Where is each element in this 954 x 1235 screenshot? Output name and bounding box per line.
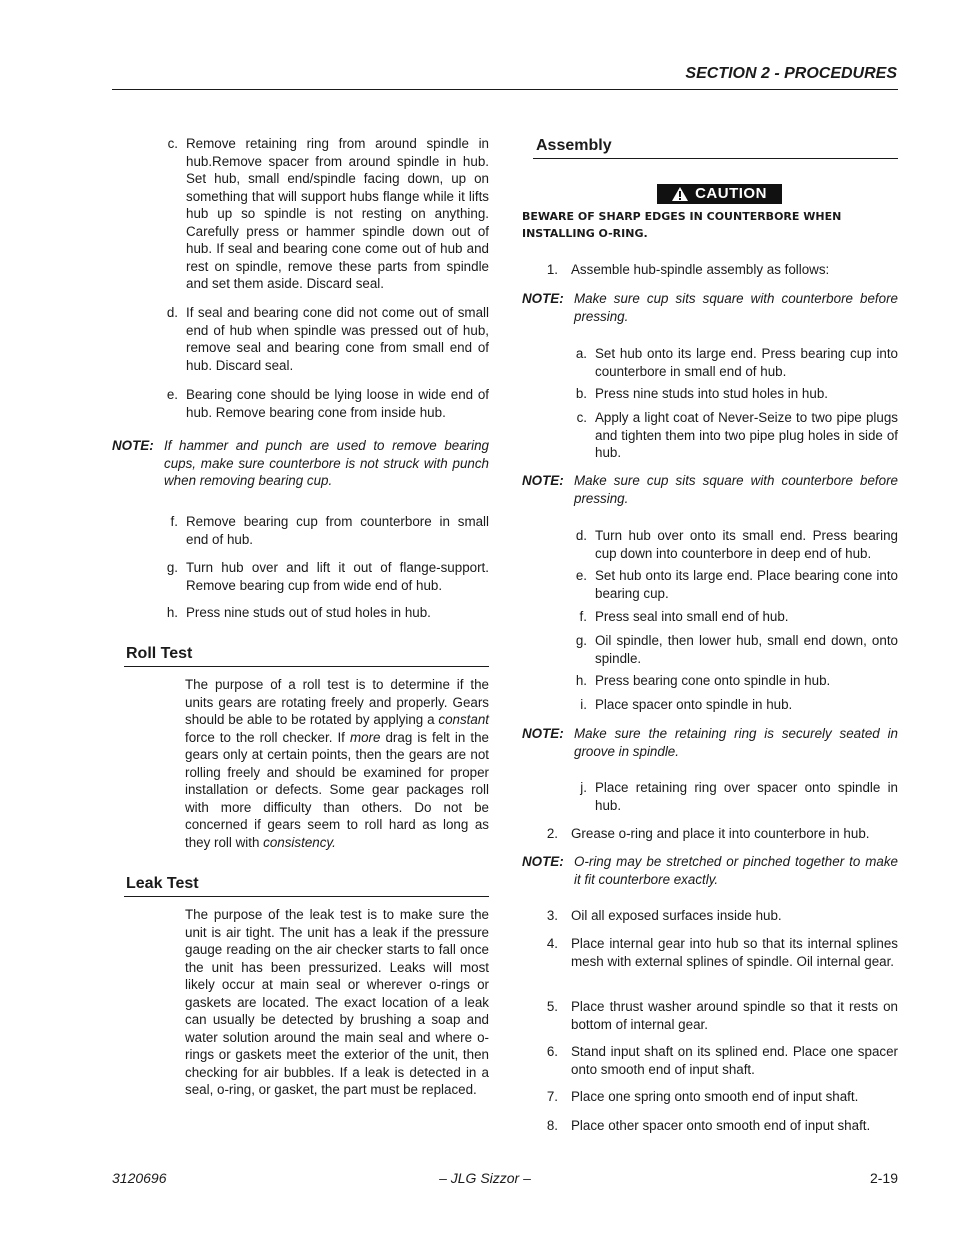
list-item-text: Set hub onto its large end. Place bearing cone into bearing cup. [595, 568, 898, 601]
caution-label: CAUTION [695, 185, 767, 203]
list-marker: 5. [546, 999, 558, 1014]
note-callout [522, 290, 898, 325]
note-label: NOTE: [522, 291, 564, 306]
list-marker: b. [575, 386, 587, 401]
note-text: If hammer and punch are used to remove bearing cups, make sure counterbore is not struck with punch when removing bearing cup. [164, 438, 489, 488]
list-marker: e. [575, 568, 587, 583]
list-marker: h. [166, 605, 178, 620]
list-marker: j. [580, 780, 587, 795]
list-marker: e. [166, 387, 178, 402]
list-item-text: If seal and bearing cone did not come out of small end of hub when spindle was pressed out of hub, remove seal and bearing cone from small end of hub. Discard seal. [186, 305, 489, 373]
list-item [544, 907, 898, 925]
list-item [573, 527, 898, 562]
list-marker: 1. [546, 262, 558, 277]
list-item-text: Place internal gear into hub so that its internal splines mesh with external splines of spindle. Oil internal gear. [571, 936, 898, 969]
list-item-text: Remove bearing cup from counterbore in small end of hub. [186, 514, 489, 547]
caution-text: BEWARE OF SHARP EDGES IN COUNTERBORE WHEN INSTALLING O-RING. [522, 210, 842, 240]
leak-test-heading: Leak Test [126, 875, 199, 892]
list-item [164, 604, 489, 622]
list-item-text: Place spacer onto spindle in hub. [595, 697, 793, 712]
list-item [164, 135, 489, 293]
list-item-text: Apply a light coat of Never-Seize to two pipe plugs and tighten them into two pipe plug holes in side of hub. [595, 410, 898, 460]
list-marker: 6. [546, 1044, 558, 1059]
emphasis-text: more [349, 729, 381, 745]
list-marker: d. [166, 305, 178, 320]
list-item-text: Bearing cone should be lying loose in wide end of hub. Remove bearing cone from inside hub. [186, 387, 489, 420]
list-marker: a. [575, 346, 587, 361]
list-marker: c. [167, 136, 178, 151]
list-item [544, 1117, 898, 1135]
list-marker: 2. [546, 826, 558, 841]
list-marker: h. [575, 673, 587, 688]
footer-title: – JLG Sizzor – [439, 1170, 531, 1186]
caution-badge [657, 184, 782, 204]
list-item-text: Set hub onto its large end. Press bearing cup into counterbore in small end of hub. [595, 346, 898, 379]
list-item [544, 1043, 898, 1078]
list-item [573, 567, 898, 602]
list-marker: d. [575, 528, 587, 543]
list-item [544, 935, 898, 970]
list-item-text: Place other spacer onto smooth end of input shaft. [571, 1118, 871, 1133]
heading-rule [533, 158, 898, 159]
list-item [544, 825, 898, 843]
list-item [573, 608, 898, 626]
list-item-text: Oil all exposed surfaces inside hub. [571, 908, 782, 923]
note-label: NOTE: [522, 726, 564, 741]
paragraph-text: force to the roll checker. If [185, 729, 350, 745]
list-marker: f. [170, 514, 178, 529]
note-text: Make sure cup sits square with counterbore before pressing. [574, 291, 898, 324]
list-marker: g. [575, 633, 587, 648]
list-marker: 7. [546, 1089, 558, 1104]
list-item [544, 998, 898, 1033]
list-item-text: Press bearing cone onto spindle in hub. [595, 673, 831, 688]
note-callout [522, 725, 898, 760]
list-item-text: Place retaining ring over spacer onto spindle in hub. [595, 780, 898, 813]
list-item [164, 304, 489, 374]
list-item-text: Stand input shaft on its splined end. Place one spacer onto smooth end of input shaft. [571, 1044, 898, 1077]
list-item-text: Place one spring onto smooth end of input shaft. [571, 1089, 859, 1104]
list-item-text: Oil spindle, then lower hub, small end down, onto spindle. [595, 633, 898, 666]
list-item [573, 779, 898, 814]
assembly-heading: Assembly [536, 137, 612, 154]
emphasis-text: constant [438, 712, 489, 727]
note-callout [112, 437, 489, 490]
list-item [544, 1088, 898, 1106]
roll-test-heading: Roll Test [126, 645, 193, 662]
list-item [544, 261, 898, 279]
list-item [573, 632, 898, 667]
list-marker: 4. [546, 936, 558, 951]
list-item [164, 386, 489, 421]
note-text: Make sure the retaining ring is securely seated in groove in spindle. [574, 726, 898, 759]
list-item-text: Turn hub over and lift it out of flange-support. Remove bearing cup from wide end of hub. [186, 560, 489, 593]
list-item-text: Press seal into small end of hub. [595, 609, 789, 624]
note-text: O-ring may be stretched or pinched together to make it fit counterbore exactly. [574, 854, 898, 887]
document-number: 3120696 [112, 1170, 167, 1186]
list-item [573, 345, 898, 380]
roll-test-paragraph [185, 676, 489, 851]
list-item-text: Grease o-ring and place it into counterbore in hub. [571, 826, 870, 841]
list-item [573, 385, 898, 403]
leak-test-paragraph: The purpose of the leak test is to make sure the unit is air tight. The unit has a leak if the pressure gauge reading on the air checker starts to fall once the unit has been pressurized. Leaks will most likely occur at main seal or wherever o-rings or gaskets are located. The exact location of a leak can usually be detected by brushing a soap and water solution around the main seal and where o-rings or gaskets meet the exterior of the unit, then checking for air bubbles. If a leak is detected in a seal, o-ring, or gasket, the part must be replaced. [185, 907, 489, 1097]
note-label: NOTE: [112, 438, 154, 453]
paragraph-text: drag is felt in the gears only at certain points, then the gears are not rolling freely and should be examined for proper installation or defects. Some gear packages roll with more difficulty than others. Do not be concerned if gears seem to roll hard as long as they roll with [185, 729, 489, 850]
list-marker: f. [579, 609, 587, 624]
section-title: SECTION 2 - PROCEDURES [685, 65, 897, 82]
list-item [573, 409, 898, 462]
list-item-text: Place thrust washer around spindle so that it rests on bottom of internal gear. [571, 999, 898, 1032]
list-marker: 3. [546, 908, 558, 923]
list-marker: 8. [546, 1118, 558, 1133]
list-marker: g. [166, 560, 178, 575]
list-item [164, 559, 489, 594]
heading-rule [124, 896, 489, 897]
paragraph-text: The purpose of a roll test is to determine if the units gears are rotating freely and properly. Gears should be able to be rotated by applying a [185, 677, 489, 727]
page-number: 2-19 [869, 1170, 898, 1186]
warning-triangle-icon [672, 187, 688, 201]
list-item-text: Turn hub over onto its small end. Press bearing cup down into counterbore in deep end of hub. [595, 528, 898, 561]
list-item [164, 513, 489, 548]
header-rule [112, 89, 898, 90]
list-item-text: Press nine studs out of stud holes in hub. [186, 605, 431, 620]
list-item-text: Assemble hub-spindle assembly as follows: [571, 262, 830, 277]
list-item [573, 672, 898, 690]
list-marker: c. [576, 410, 587, 425]
list-item-text: Press nine studs into stud holes in hub. [595, 386, 828, 401]
note-callout [522, 853, 898, 888]
note-label: NOTE: [522, 473, 564, 488]
emphasis-text: consistency. [263, 834, 336, 850]
list-marker: i. [580, 697, 587, 712]
note-callout [522, 472, 898, 507]
heading-rule [124, 666, 489, 667]
list-item [573, 696, 898, 714]
note-text: Make sure cup sits square with counterbore before pressing. [574, 473, 898, 506]
note-label: NOTE: [522, 854, 564, 869]
list-item-text: Remove retaining ring from around spindle in hub.Remove spacer from around spindle in hub. Set hub, small end/spindle facing down, up on something that will support hubs flange while it lifts hub up so spindle is not resting on anything. Carefully press or hammer spindle down out of hub. If seal and bearing cone come out of hub and rest on spindle, remove these parts from spindle and set them aside. Discard seal. [186, 136, 489, 291]
